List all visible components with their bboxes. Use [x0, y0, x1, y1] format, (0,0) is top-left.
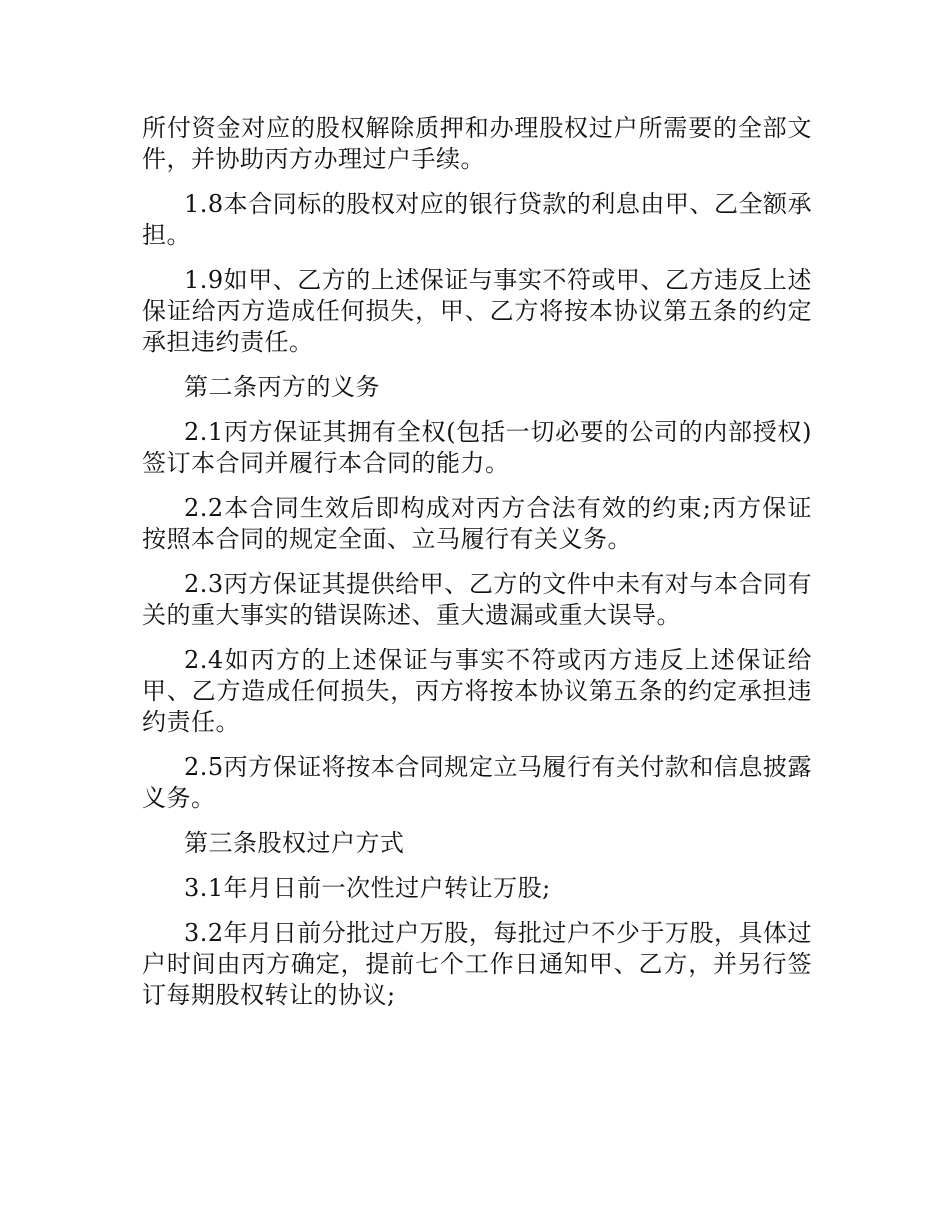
paragraph-continuation: 所付资金对应的股权解除质押和办理股权过户所需要的全部文件，并协助丙方办理过户手续。	[142, 114, 812, 173]
section-heading-article-2: 第二条丙方的义务	[184, 373, 380, 401]
paragraph-3-1: 3.1年月日前一次性过户转让万股;	[184, 874, 551, 902]
document-body	[142, 113, 812, 1025]
section-heading-article-3: 第三条股权过户方式	[184, 829, 405, 857]
paragraph-1-8: 1.8本合同标的股权对应的银行贷款的利息由甲、乙全额承担。	[142, 190, 812, 249]
paragraph-2-4: 2.4如丙方的上述保证与事实不符或丙方违反上述保证给甲、乙方造成任何损失，丙方将按本协议第五条的约定承担违约责任。	[142, 646, 812, 736]
paragraph-2-3: 2.3丙方保证其提供给甲、乙方的文件中未有对与本合同有关的重大事实的错误陈述、重大遗漏或重大误导。	[142, 570, 812, 629]
paragraph-2-1: 2.1丙方保证其拥有全权(包括一切必要的公司的内部授权)签订本合同并履行本合同的能力。	[142, 418, 812, 477]
paragraph-2-5: 2.5丙方保证将按本合同规定立马履行有关付款和信息披露义务。	[142, 753, 812, 812]
paragraph-2-2: 2.2本合同生效后即构成对丙方合法有效的约束;丙方保证按照本合同的规定全面、立马履行有关义务。	[142, 494, 812, 553]
paragraph-1-9: 1.9如甲、乙方的上述保证与事实不符或甲、乙方违反上述保证给丙方造成任何损失，甲、乙方将按本协议第五条的约定承担违约责任。	[142, 266, 812, 356]
paragraph-3-2: 3.2年月日前分批过户万股，每批过户不少于万股，具体过户时间由丙方确定，提前七个工作日通知甲、乙方，并另行签订每期股权转让的协议;	[142, 919, 812, 1009]
